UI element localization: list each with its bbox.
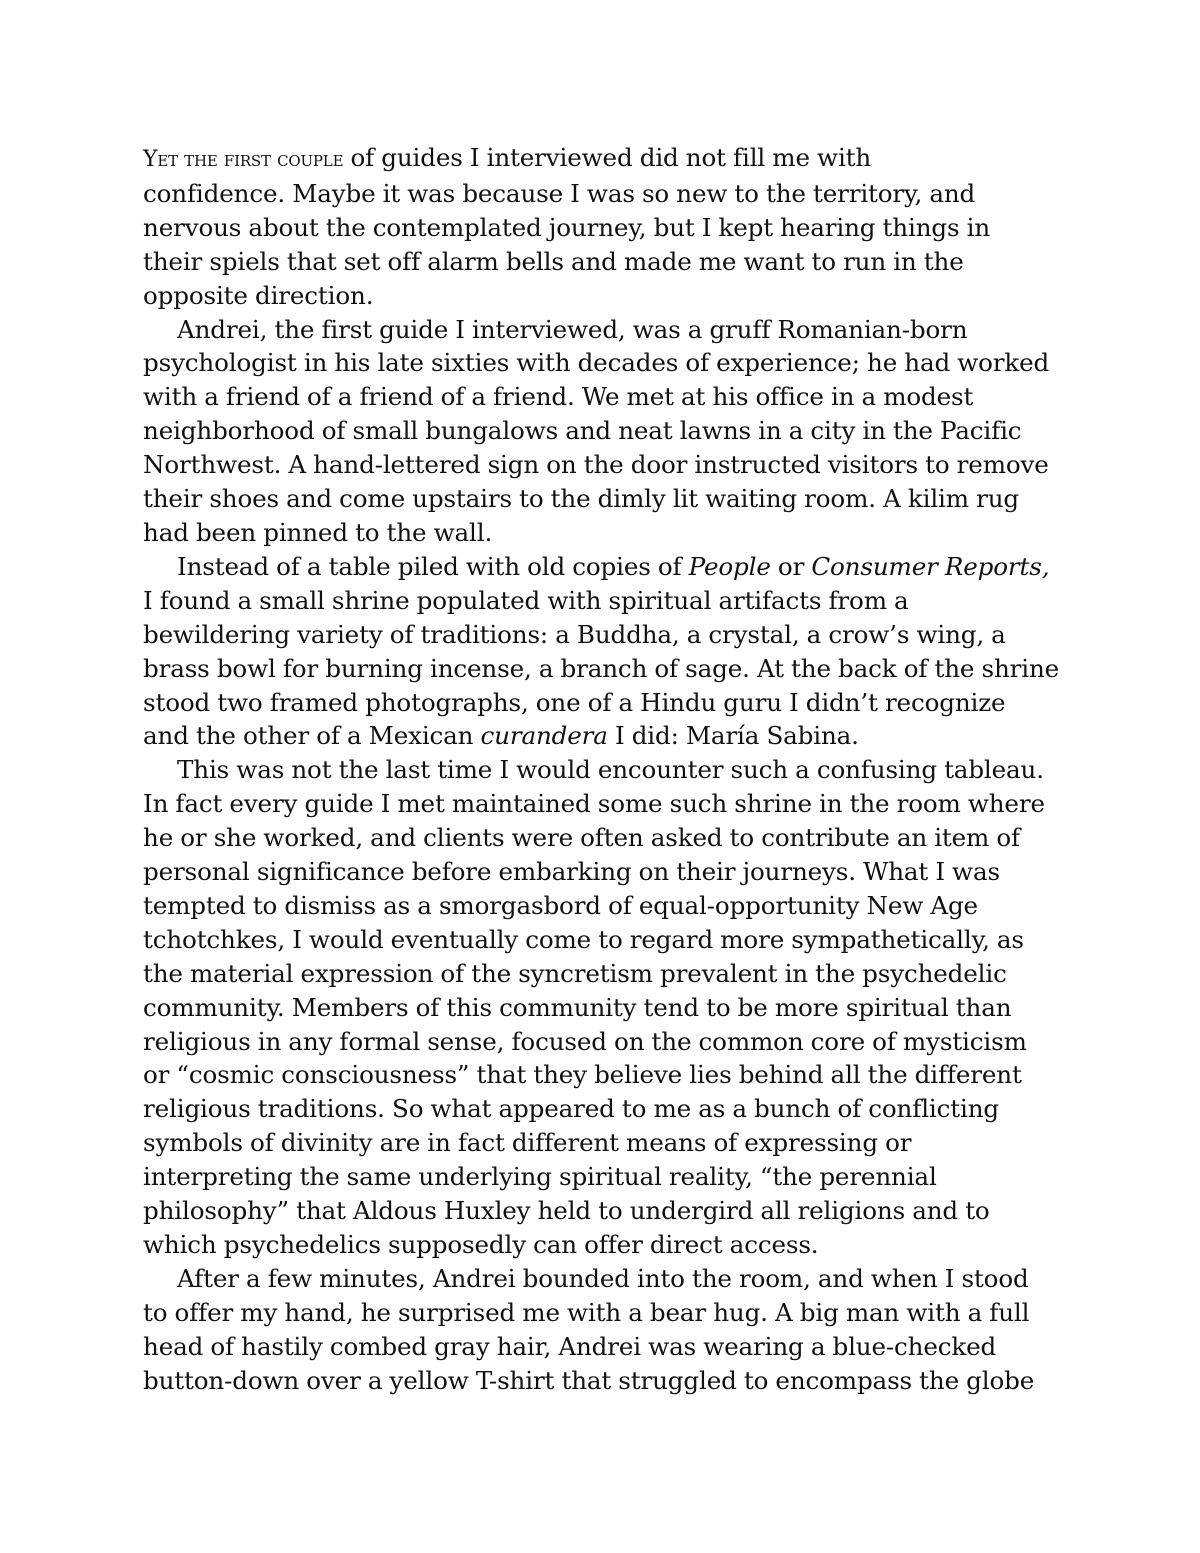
text-span: Andrei, the first guide I interviewed, was a gruff Romanian-born: [177, 314, 968, 344]
text-span: or: [770, 551, 812, 581]
text-span: of guides I interviewed did not fill me with: [343, 143, 872, 172]
text-line: [143, 1262, 1063, 1296]
text-span: psychologist in his late sixties with decades of experience; he had worked: [143, 348, 1050, 378]
text-line: [143, 618, 1063, 652]
text-span: religious traditions. So what appeared to me as a bunch of conflicting: [143, 1094, 999, 1124]
text-span: their spiels that set off alarm bells and made me want to run in the: [143, 246, 964, 276]
text-line: [143, 141, 1063, 177]
text-line: [143, 313, 1063, 347]
text-span: to offer my hand, he surprised me with a bear hug. A big man with a full: [143, 1297, 1030, 1327]
text-line: [143, 1126, 1063, 1160]
text-line: [143, 550, 1063, 584]
text-span: I did: María Sabina.: [607, 721, 859, 751]
text-span: button-down over a yellow T-shirt that struggled to encompass the globe: [143, 1365, 1035, 1395]
text-span: he or she worked, and clients were often asked to contribute an item of: [143, 823, 1020, 853]
text-span: philosophy” that Aldous Huxley held to undergird all religions and to: [143, 1196, 990, 1226]
text-span: with a friend of a friend of a friend. We met at his office in a modest: [143, 382, 974, 412]
text-span: interpreting the same underlying spiritual reality, “the perennial: [143, 1162, 937, 1192]
text-span: or “cosmic consciousness” that they believe lies behind all the different: [143, 1060, 1022, 1090]
text-span: opposite direction.: [143, 280, 374, 310]
text-span: I found a small shrine populated with spiritual artifacts from a: [143, 585, 909, 615]
text-line: [143, 1194, 1063, 1228]
text-span: confidence. Maybe it was because I was so new to the territory, and: [143, 178, 976, 208]
text-span: religious in any formal sense, focused on the common core of mysticism: [143, 1026, 1027, 1056]
text-span: Instead of a table piled with old copies of: [177, 551, 689, 581]
text-line: [143, 1330, 1063, 1364]
text-line: [143, 719, 1063, 753]
text-line: [143, 448, 1063, 482]
text-line: [143, 889, 1063, 923]
text-span: tchotchkes, I would eventually come to regard more sympathetically, as: [143, 924, 1024, 954]
text-span: neighborhood of small bungalows and neat lawns in a city in the Pacific: [143, 416, 1022, 446]
text-span: had been pinned to the wall.: [143, 517, 493, 547]
text-line: [143, 855, 1063, 889]
text-line: [143, 245, 1063, 279]
text-span: community. Members of this community tend to be more spiritual than: [143, 992, 1012, 1022]
italic-span: Consumer Reports,: [811, 551, 1050, 581]
text-line: [143, 821, 1063, 855]
text-line: [143, 1364, 1063, 1398]
text-span: brass bowl for burning incense, a branch of sage. At the back of the shrine: [143, 653, 1060, 683]
text-span: bewildering variety of traditions: a Buddha, a crystal, a crow’s wing, a: [143, 619, 1006, 649]
text-span: stood two framed photographs, one of a Hindu guru I didn’t recognize: [143, 687, 1006, 717]
text-line: [143, 380, 1063, 414]
text-line: [143, 1058, 1063, 1092]
text-line: [143, 1160, 1063, 1194]
text-span: personal significance before embarking on their journeys. What I was: [143, 857, 1000, 887]
text-span: This was not the last time I would encounter such a confusing tableau.: [177, 755, 1044, 785]
paragraph: [143, 550, 1063, 753]
text-line: [143, 652, 1063, 686]
text-line: [143, 346, 1063, 380]
paragraph: [143, 1262, 1063, 1398]
text-line: [143, 1092, 1063, 1126]
text-line: [143, 686, 1063, 720]
text-span: In fact every guide I met maintained some such shrine in the room where: [143, 789, 1045, 819]
text-line: [143, 516, 1063, 550]
text-line: [143, 482, 1063, 516]
paragraph: [143, 313, 1063, 550]
text-span: tempted to dismiss as a smorgasbord of equal-opportunity New Age: [143, 890, 978, 920]
text-line: [143, 753, 1063, 787]
italic-span: curandera: [480, 721, 608, 751]
text-line: [143, 991, 1063, 1025]
text-line: [143, 957, 1063, 991]
text-line: [143, 923, 1063, 957]
text-span: which psychedelics supposedly can offer direct access.: [143, 1230, 819, 1259]
text-span: Northwest. A hand-lettered sign on the door instructed visitors to remove: [143, 450, 1049, 480]
text-span: the material expression of the syncretism prevalent in the psychedelic: [143, 958, 1007, 988]
text-line: [143, 177, 1063, 211]
text-line: [143, 211, 1063, 245]
text-line: [143, 414, 1063, 448]
small-caps-lead-in: Yet the first couple: [143, 147, 344, 172]
text-line: [143, 1025, 1063, 1059]
text-line: [143, 279, 1063, 313]
text-line: [143, 1228, 1063, 1262]
italic-span: People: [688, 551, 771, 581]
text-line: [143, 1296, 1063, 1330]
text-span: and the other of a Mexican: [143, 721, 481, 751]
text-line: [143, 584, 1063, 618]
text-span: their shoes and come upstairs to the dimly lit waiting room. A kilim rug: [143, 484, 1019, 514]
text-line: [143, 787, 1063, 821]
text-span: nervous about the contemplated journey, but I kept hearing things in: [143, 212, 991, 242]
paragraph: [143, 141, 1063, 313]
paragraph: [143, 753, 1063, 1262]
text-span: head of hastily combed gray hair, Andrei was wearing a blue-checked: [143, 1331, 997, 1361]
body-text: [143, 141, 1063, 1398]
text-span: symbols of divinity are in fact different means of expressing or: [143, 1128, 912, 1158]
text-span: After a few minutes, Andrei bounded into the room, and when I stood: [177, 1263, 1029, 1293]
